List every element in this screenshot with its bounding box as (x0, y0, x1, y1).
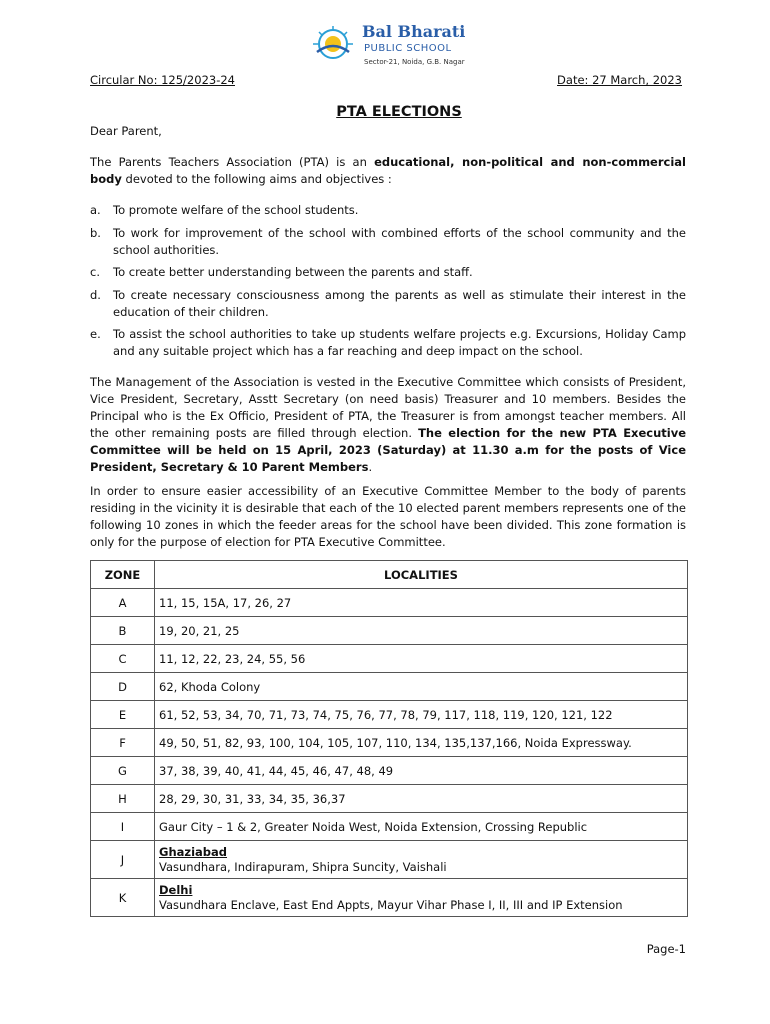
logo-school: PUBLIC SCHOOL (364, 43, 452, 54)
table-row (91, 785, 688, 813)
zone-cell: B (91, 617, 155, 645)
zone-cell: A (91, 589, 155, 617)
region-localities: Vasundhara, Indirapuram, Shipra Suncity, Vaishali (159, 859, 447, 874)
management-text: The Management of the Association is vested in the Executive Committee which consists of President, Vice President, Secretary, Asstt Secretary (on need basis) Treasurer and 10 members. Besides the Principal who is the Ex Officio, President of PTA, the Treasurer is from amongst teacher members. All the other remaining posts are filled through election. (90, 375, 686, 440)
list-marker: b. (90, 226, 101, 240)
page-title: PTA ELECTIONS (336, 104, 462, 120)
zone-cell: K (91, 879, 155, 917)
zone-header: ZONE (91, 561, 155, 589)
localities-header: LOCALITIES (155, 561, 688, 589)
table-header-row (91, 561, 688, 589)
intro-text-end: devoted to the following aims and objectives : (121, 172, 392, 186)
localities-cell: 11, 12, 22, 23, 24, 55, 56 (155, 645, 688, 673)
meta-row (90, 73, 682, 89)
zone-cell: G (91, 757, 155, 785)
zone-cell: J (91, 841, 155, 879)
zone-cell: D (91, 673, 155, 701)
region-heading: Ghaziabad (159, 844, 228, 859)
localities-cell: 28, 29, 30, 31, 33, 34, 35, 36,37 (155, 785, 688, 813)
objective-text: To create better understanding between the parents and staff. (113, 265, 473, 279)
intro-paragraph (90, 154, 686, 188)
table-row (91, 673, 688, 701)
objective-text: To create necessary consciousness among the parents as well as stimulate their interest in the education of their children. (113, 288, 686, 319)
table-row (91, 757, 688, 785)
circular-date: Date: 27 March, 2023 (557, 73, 682, 87)
table-row (91, 645, 688, 673)
intro-bold-text: educational, non-political and non-commercial body (90, 155, 686, 186)
table-row (91, 589, 688, 617)
school-logo (308, 22, 468, 72)
localities-cell: 62, Khoda Colony (155, 673, 688, 701)
list-marker: e. (90, 327, 101, 341)
region-heading: Delhi (159, 882, 193, 897)
circular-number: Circular No: 125/2023-24 (90, 73, 235, 87)
management-paragraph (90, 374, 686, 476)
logo-name: Bal Bharati (362, 22, 466, 41)
sun-emblem-icon (308, 22, 358, 66)
accessibility-paragraph: In order to ensure easier accessibility of an Executive Committee Member to the body of parents residing in the vicinity it is desirable that each of the 10 elected parent members represents one of the following 10 zones in which the feeder areas for the school have been divided. This zone formation is only for the purpose of election for PTA Executive Committee. (90, 484, 686, 549)
localities-cell: 19, 20, 21, 25 (155, 617, 688, 645)
zone-cell: E (91, 701, 155, 729)
localities-cell: 11, 15, 15A, 17, 26, 27 (155, 589, 688, 617)
objective-text: To promote welfare of the school students. (113, 203, 359, 217)
zone-cell: H (91, 785, 155, 813)
localities-cell: 49, 50, 51, 82, 93, 100, 104, 105, 107, 110, 134, 135,137,166, Noida Expressway. (155, 729, 688, 757)
salutation: Dear Parent, (90, 124, 162, 138)
localities-cell: 61, 52, 53, 34, 70, 71, 73, 74, 75, 76, 77, 78, 79, 117, 118, 119, 120, 121, 122 (155, 701, 688, 729)
region-localities: Vasundhara Enclave, East End Appts, Mayur Vihar Phase I, II, III and IP Extension (159, 897, 623, 912)
list-marker: d. (90, 288, 101, 302)
localities-cell: Gaur City – 1 & 2, Greater Noida West, Noida Extension, Crossing Republic (155, 813, 688, 841)
zone-cell: F (91, 729, 155, 757)
localities-cell (155, 879, 688, 917)
list-marker: a. (90, 203, 101, 217)
election-notice-bold: The election for the new PTA Executive Committee will be held on 15 April, 2023 (Saturday) at 11.30 a.m for the posts of Vice President, Secretary & 10 Parent Members (90, 426, 687, 474)
logo-address: Sector-21, Noida, G.B. Nagar (364, 58, 465, 66)
intro-text: The Parents Teachers Association (PTA) is an (90, 155, 375, 169)
zone-cell: C (91, 645, 155, 673)
objective-text: To work for improvement of the school with combined efforts of the school community and the school authorities. (113, 226, 686, 257)
zone-cell: I (91, 813, 155, 841)
table-row (91, 701, 688, 729)
list-marker: c. (90, 265, 100, 279)
table-row (91, 879, 688, 917)
table-row (91, 617, 688, 645)
management-text-end: . (368, 460, 373, 474)
localities-cell (155, 841, 688, 879)
localities-cell: 37, 38, 39, 40, 41, 44, 45, 46, 47, 48, 49 (155, 757, 688, 785)
objective-text: To assist the school authorities to take up students welfare projects e.g. Excursions, Holiday Camp and any suitable project which has a far reaching and deep impact on the school. (113, 327, 686, 358)
zones-table (90, 560, 688, 917)
table-row (91, 729, 688, 757)
table-row (91, 813, 688, 841)
table-row (91, 841, 688, 879)
page-number: Page-1 (646, 942, 686, 956)
